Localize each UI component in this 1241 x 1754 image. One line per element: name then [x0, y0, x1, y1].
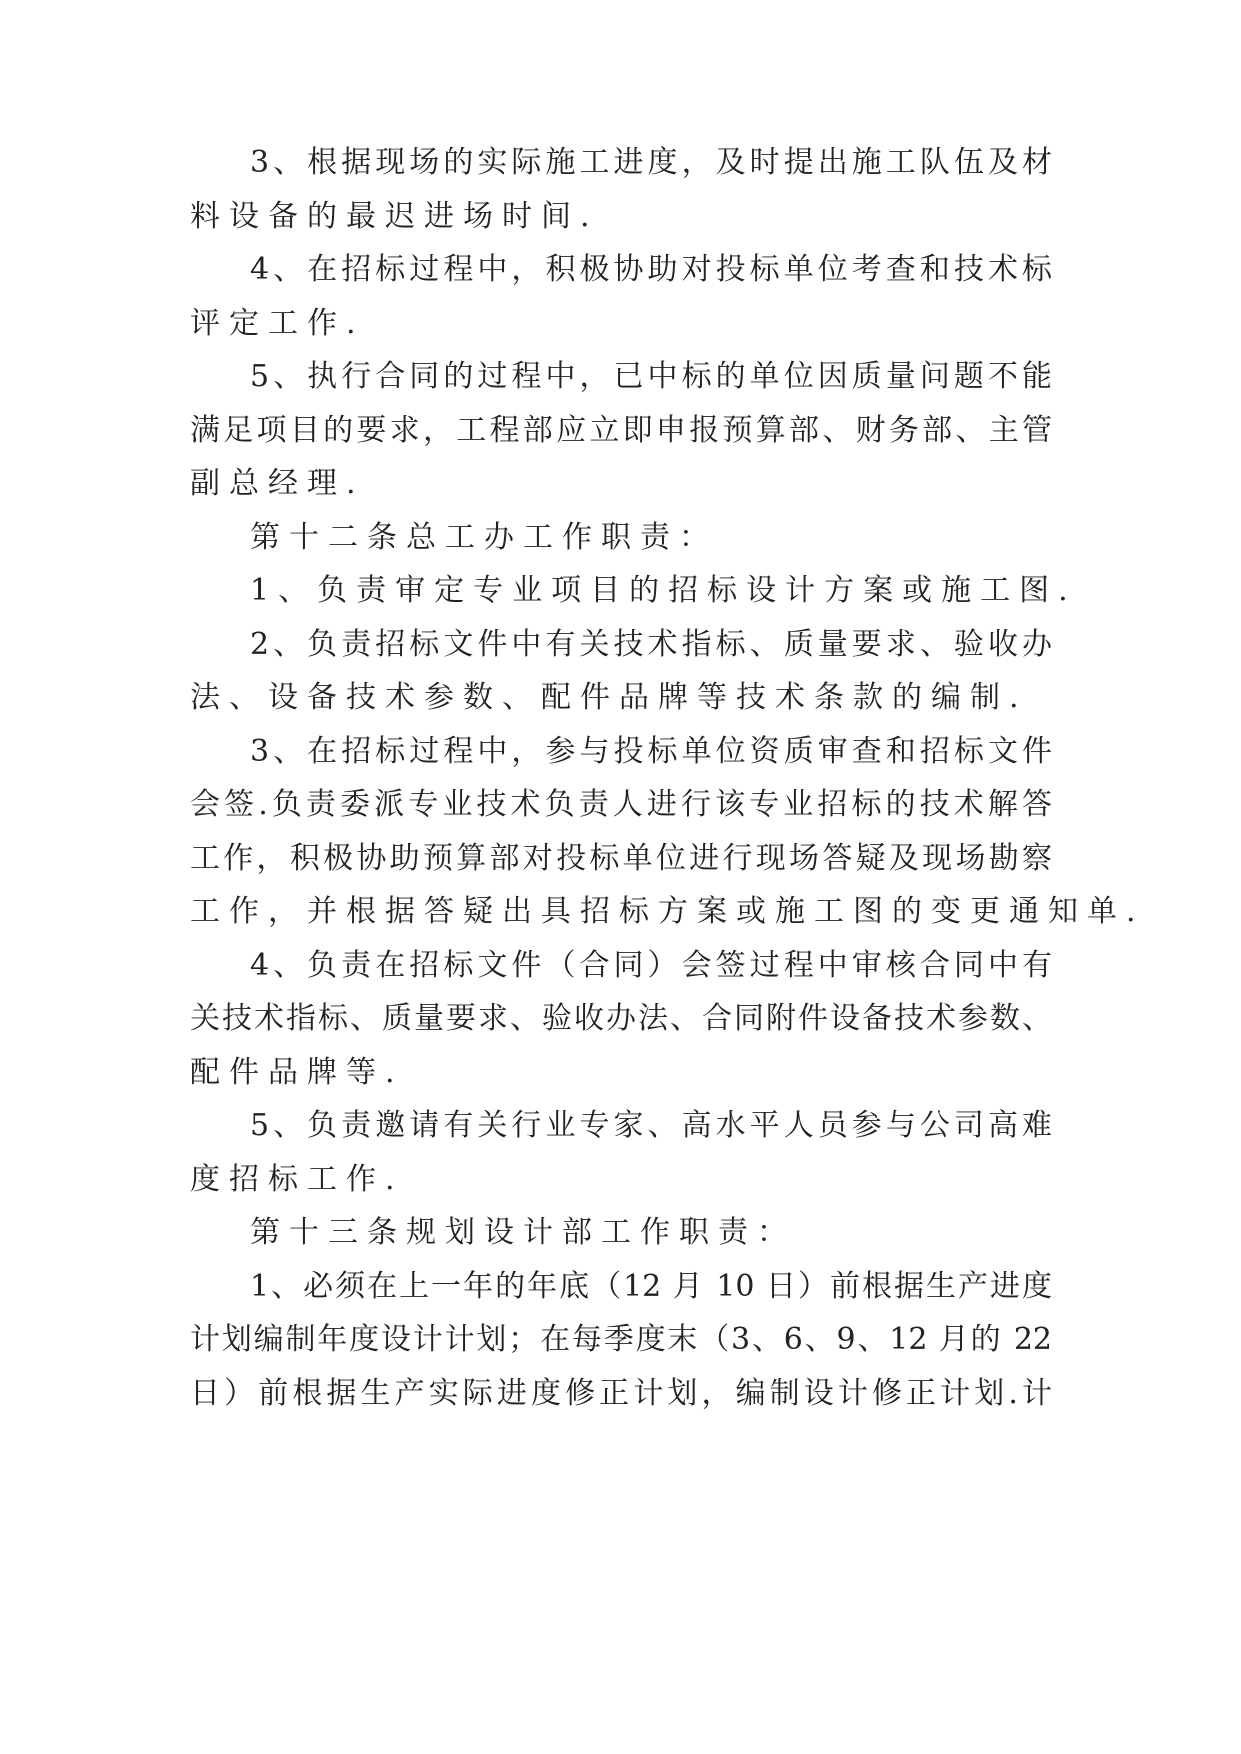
text-line: 4、在招标过程中，积极协助对投标单位考查和技术标: [250, 252, 1052, 287]
text-line: 料设备的最迟进场时间.: [190, 199, 599, 234]
text-line: 工作，积极协助预算部对投标单位进行现场答疑及现场勘察: [190, 841, 1052, 876]
text-line: 1、负责审定专业项目的招标设计方案或施工图.: [250, 573, 1077, 608]
text-line: 计划编制年度设计计划；在每季度末（3、6、9、12 月的 22: [190, 1322, 1052, 1357]
text-line: 评定工作.: [190, 306, 365, 341]
text-line: 关技术指标、质量要求、验收办法、合同附件设备技术参数、: [190, 1001, 1052, 1036]
text-line: 工作，并根据答疑出具招标方案或施工图的变更通知单.: [190, 894, 1145, 929]
text-line: 第十三条规划设计部工作职责：: [250, 1215, 796, 1250]
text-line: 度招标工作.: [190, 1162, 404, 1197]
text-line: 4、负责在招标文件（合同）会签过程中审核合同中有: [250, 948, 1052, 983]
text-line: 5、负责邀请有关行业专家、高水平人员参与公司高难: [250, 1108, 1052, 1143]
text-line: 满足项目的要求，工程部应立即申报预算部、财务部、主管: [190, 413, 1052, 448]
text-line: 3、根据现场的实际施工进度，及时提出施工队伍及材: [250, 145, 1052, 180]
text-line: 2、负责招标文件中有关技术指标、质量要求、验收办: [250, 627, 1052, 662]
text-line: 5、执行合同的过程中，已中标的单位因质量问题不能: [250, 359, 1052, 394]
text-line: 第十二条总工办工作职责：: [250, 520, 718, 555]
text-line: 副总经理.: [190, 466, 365, 501]
text-line: 法、设备技术参数、配件品牌等技术条款的编制.: [190, 680, 1028, 715]
text-line: 3、在招标过程中，参与投标单位资质审查和招标文件: [250, 734, 1052, 769]
text-line: 配件品牌等.: [190, 1055, 404, 1090]
text-line: 1、必须在上一年的年底（12 月 10 日）前根据生产进度: [250, 1269, 1052, 1304]
document-page: [190, 0, 1145, 1754]
text-line: 会签.负责委派专业技术负责人进行该专业招标的技术解答: [190, 787, 1052, 822]
text-line: 日）前根据生产实际进度修正计划，编制设计修正计划.计: [190, 1376, 1052, 1411]
